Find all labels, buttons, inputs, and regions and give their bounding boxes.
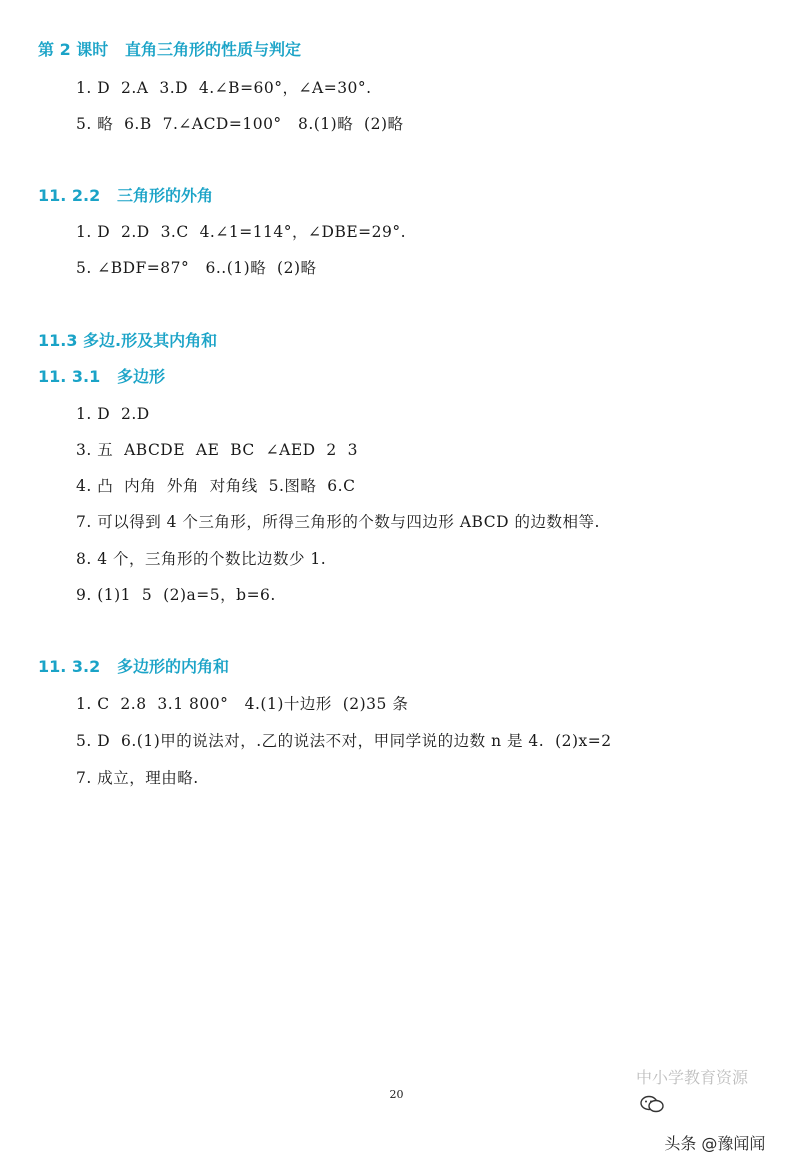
answer-line: 3. 五 ABCDE AE BC ∠AED 2 3	[76, 441, 359, 459]
answer-line: 7. 可以得到 4 个三角形，所得三角形的个数与四边形 ABCD 的边数相等.	[76, 513, 600, 531]
section-heading-polygon: 11. 3.1 多边形	[38, 367, 165, 386]
section-heading-interior-angle-sum: 11. 3.2 多边形的内角和	[38, 657, 229, 676]
answer-line: 1. D 2.A 3.D 4.∠B=60°，∠A=30°.	[76, 79, 372, 97]
watermark-faded-text: 中小学教育资源	[636, 1068, 749, 1087]
answer-line: 1. C 2.8 3.1 800° 4.(1)十边形 (2)35 条	[76, 695, 409, 713]
answer-line: 8. 4 个，三角形的个数比边数少 1.	[76, 550, 327, 568]
answer-line: 9. (1)1 5 (2)a=5，b=6.	[76, 586, 276, 604]
section-heading-polygon-chapter: 11.3 多边.形及其内角和	[38, 331, 218, 350]
answer-line: 5. D 6.(1)甲的说法对，.乙的说法不对，甲同学说的边数 n 是 4. (2)x=2	[76, 732, 612, 750]
answer-line: 1. D 2.D	[76, 405, 150, 423]
answer-line: 1. D 2.D 3.C 4.∠1=114°，∠DBE=29°.	[76, 223, 407, 241]
section-heading-right-triangle: 第 2 课时 直角三角形的性质与判定	[38, 40, 301, 59]
answer-line: 5. ∠BDF=87° 6..(1)略 (2)略	[76, 259, 317, 277]
section-heading-exterior-angle: 11. 2.2 三角形的外角	[38, 186, 213, 205]
page-number: 20	[389, 1088, 404, 1101]
answer-line: 4. 凸 内角 外角 对角线 5.图略 6.C	[76, 477, 356, 495]
watermark-text: 头条 @豫闻闻	[664, 1134, 766, 1153]
answer-line: 5. 略 6.B 7.∠ACD=100° 8.(1)略 (2)略	[76, 115, 404, 133]
answer-line: 7. 成立，理由略.	[76, 769, 199, 787]
watermark	[608, 1068, 766, 1173]
